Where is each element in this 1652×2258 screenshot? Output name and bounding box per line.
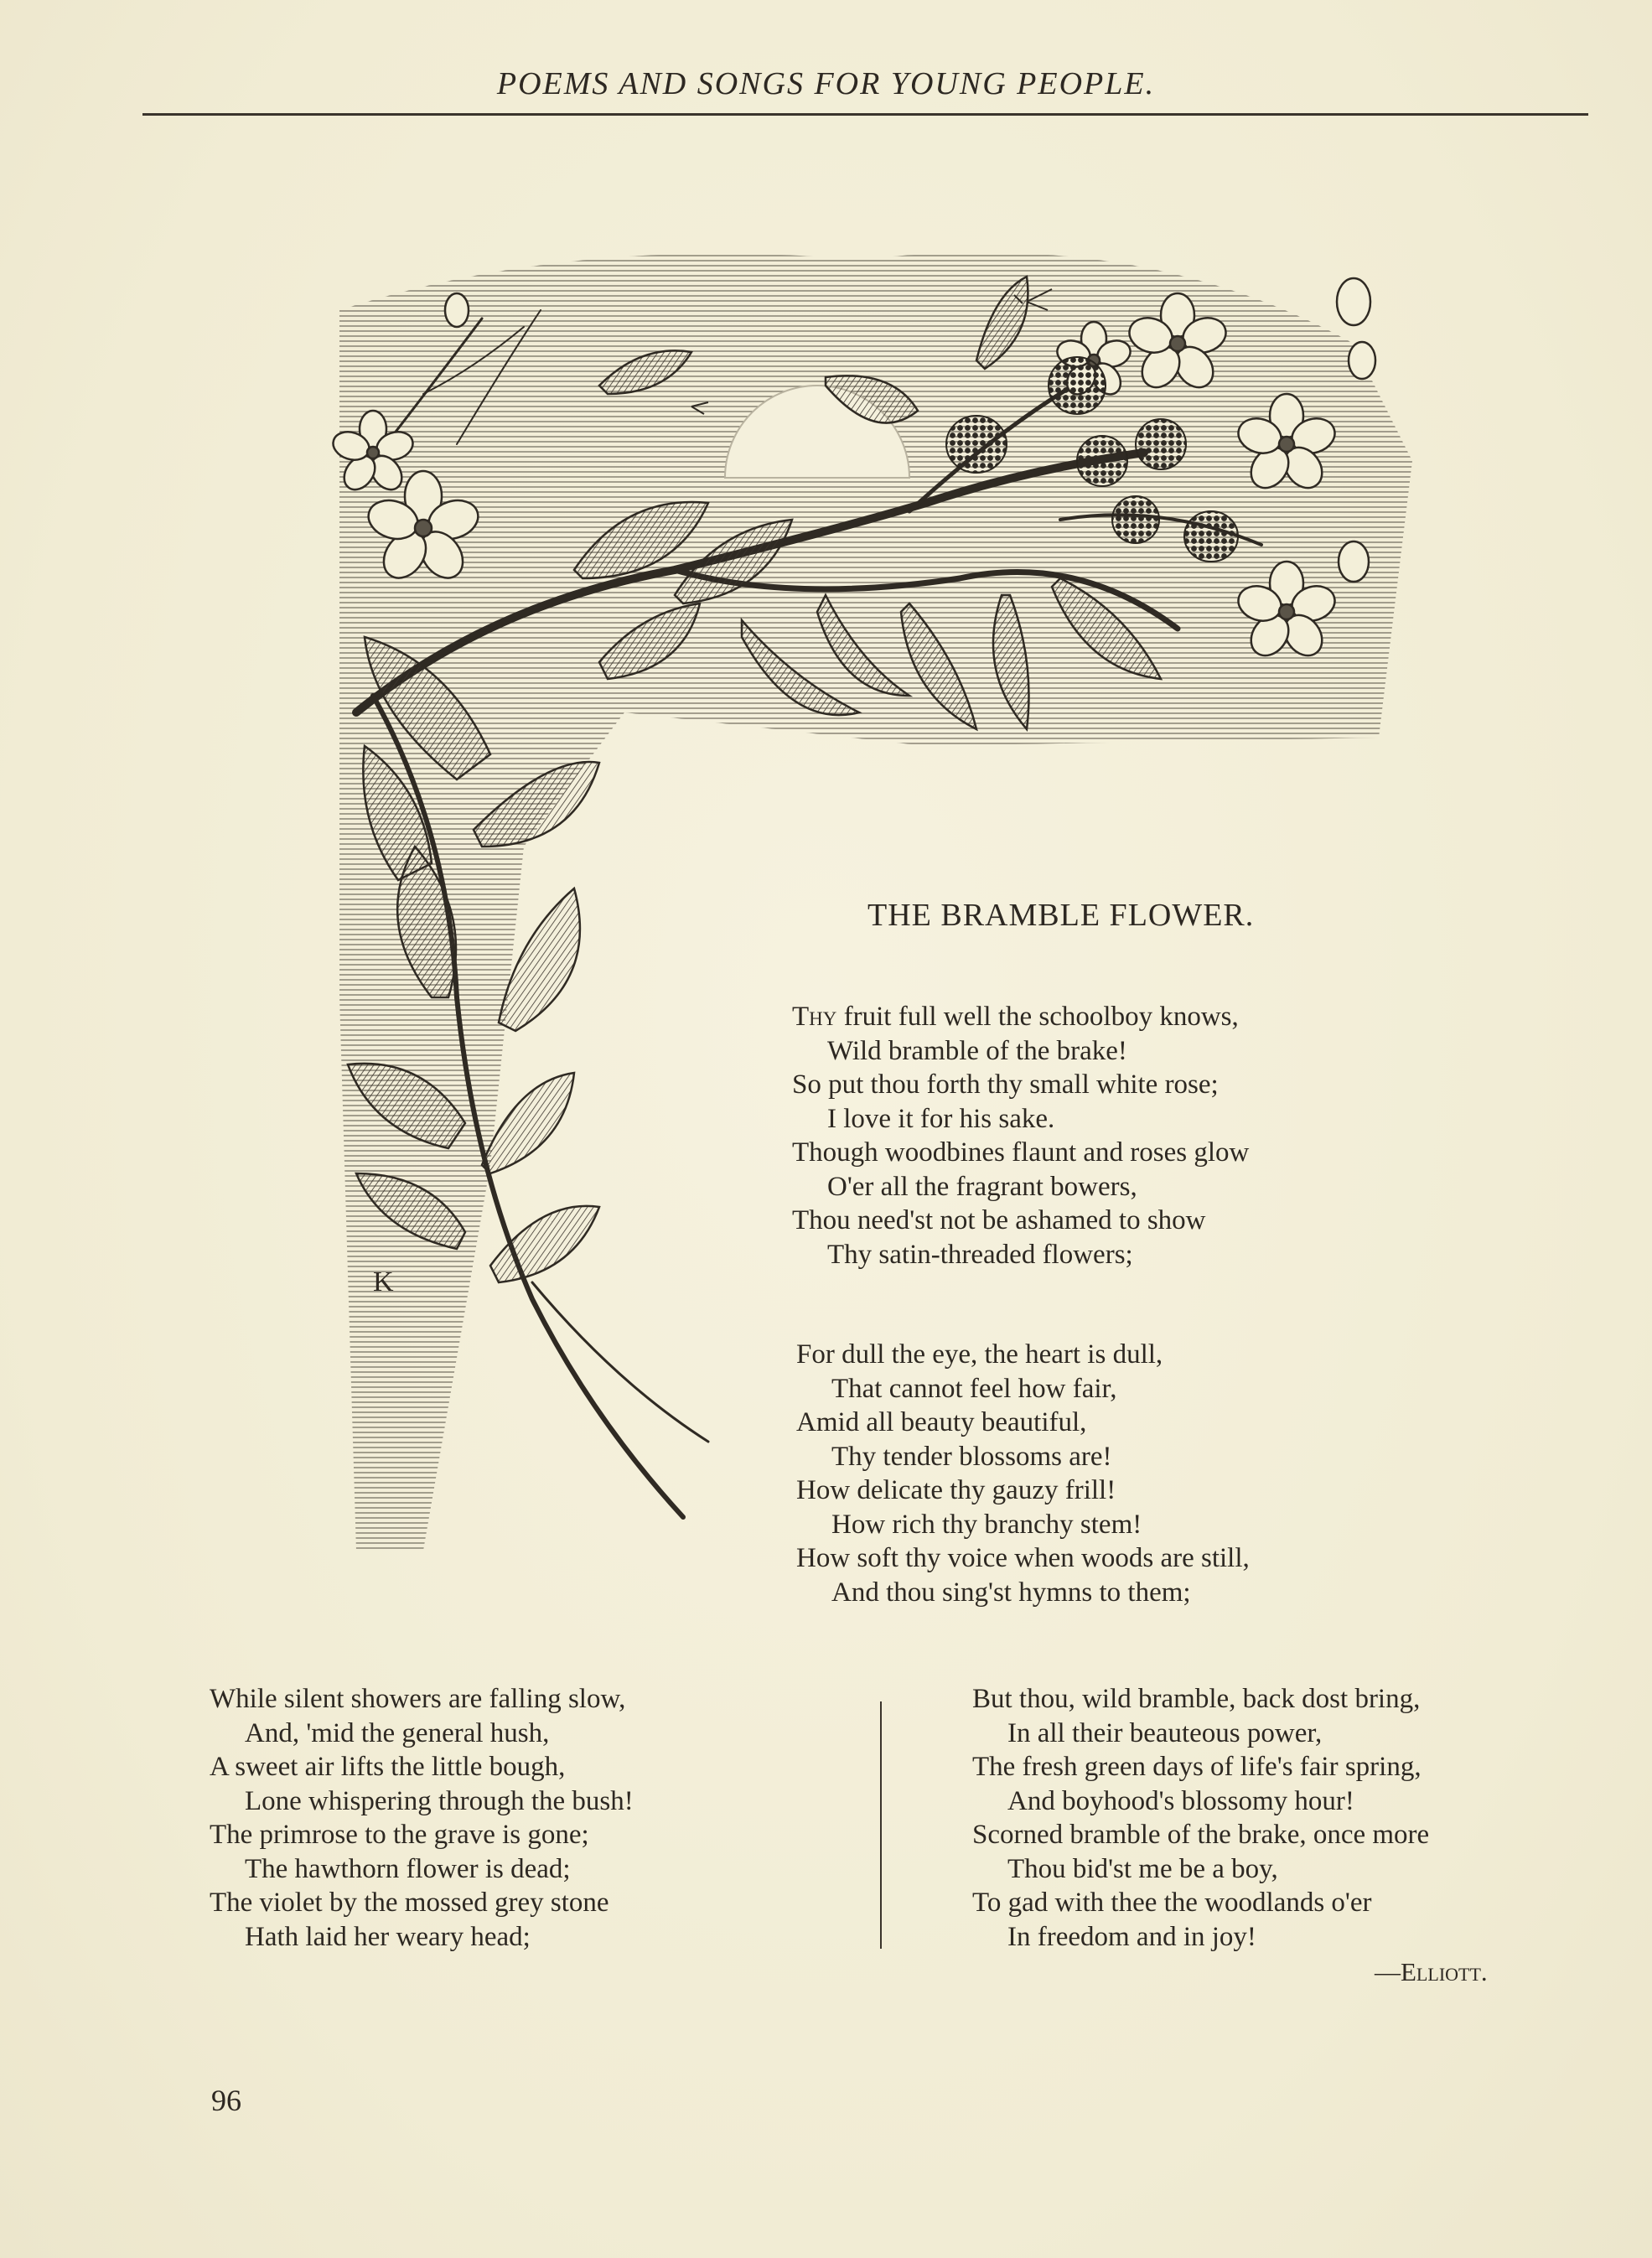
poem-line: The violet by the mossed grey stone	[210, 1888, 609, 1918]
poem-line: How delicate thy gauzy frill!	[796, 1475, 1116, 1505]
poem-line: And, 'mid the general hush,	[245, 1717, 550, 1748]
poem-line: The hawthorn flower is dead;	[245, 1853, 571, 1884]
poem-line: Thou bid'st me be a boy,	[1007, 1853, 1278, 1884]
poem-title: THE BRAMBLE FLOWER.	[867, 898, 1255, 933]
poem-line: The primrose to the grave is gone;	[210, 1820, 589, 1850]
poem-line: But thou, wild bramble, back dost bring,	[972, 1684, 1421, 1714]
poem-line: The fresh green days of life's fair spring,	[972, 1752, 1422, 1782]
poem-line: So put thou forth thy small white rose;	[792, 1069, 1219, 1100]
poem-line: Hath laid her weary head;	[245, 1921, 531, 1952]
stanza-4	[972, 1682, 1429, 1954]
poem-line: And thou sing'st hymns to them;	[831, 1577, 1191, 1608]
attribution: —Elliott.	[1375, 1957, 1488, 1986]
poem-line: Amid all beauty beautiful,	[796, 1407, 1087, 1437]
poem-line: O'er all the fragrant bowers,	[827, 1171, 1137, 1202]
drop-word: Thy	[792, 1002, 837, 1032]
poem-line: Thy tender blossoms are!	[831, 1441, 1112, 1472]
poem-line: Thy fruit full well the schoolboy knows,	[792, 1002, 1239, 1032]
column-rule	[880, 1701, 882, 1949]
engraver-monogram: K	[373, 1266, 394, 1297]
poem-line: That cannot feel how fair,	[831, 1373, 1117, 1404]
poem-line: Lone whispering through the bush!	[245, 1785, 634, 1816]
poem-line: To gad with thee the woodlands o'er	[972, 1888, 1372, 1918]
poem-line: And boyhood's blossomy hour!	[1007, 1785, 1354, 1816]
poem-line: In freedom and in joy!	[1007, 1921, 1256, 1952]
page-number: 96	[211, 2084, 241, 2117]
poem-line: Thou need'st not be ashamed to show	[792, 1205, 1206, 1235]
header-rule	[142, 113, 1588, 116]
poem-line: Scorned bramble of the brake, once more	[972, 1820, 1430, 1850]
poem-line: How soft thy voice when woods are still,	[796, 1543, 1250, 1573]
poem-line: I love it for his sake.	[827, 1103, 1055, 1134]
poem-line: Though woodbines flaunt and roses glow	[792, 1137, 1250, 1168]
poem-line: Wild bramble of the brake!	[827, 1035, 1127, 1066]
stanza-2	[796, 1338, 1250, 1609]
running-header: POEMS AND SONGS FOR YOUNG PEOPLE.	[496, 66, 1156, 101]
poem-line: A sweet air lifts the little bough,	[210, 1752, 566, 1782]
poem-line: In all their beauteous power,	[1007, 1717, 1323, 1748]
stanza-3	[210, 1682, 634, 1954]
poem-line: While silent showers are falling slow,	[210, 1684, 626, 1714]
poem-line: For dull the eye, the heart is dull,	[796, 1339, 1163, 1370]
stanza-1	[792, 1000, 1249, 1271]
poem-line: How rich thy branchy stem!	[831, 1509, 1142, 1540]
poem-line: Thy satin-threaded flowers;	[827, 1239, 1133, 1270]
